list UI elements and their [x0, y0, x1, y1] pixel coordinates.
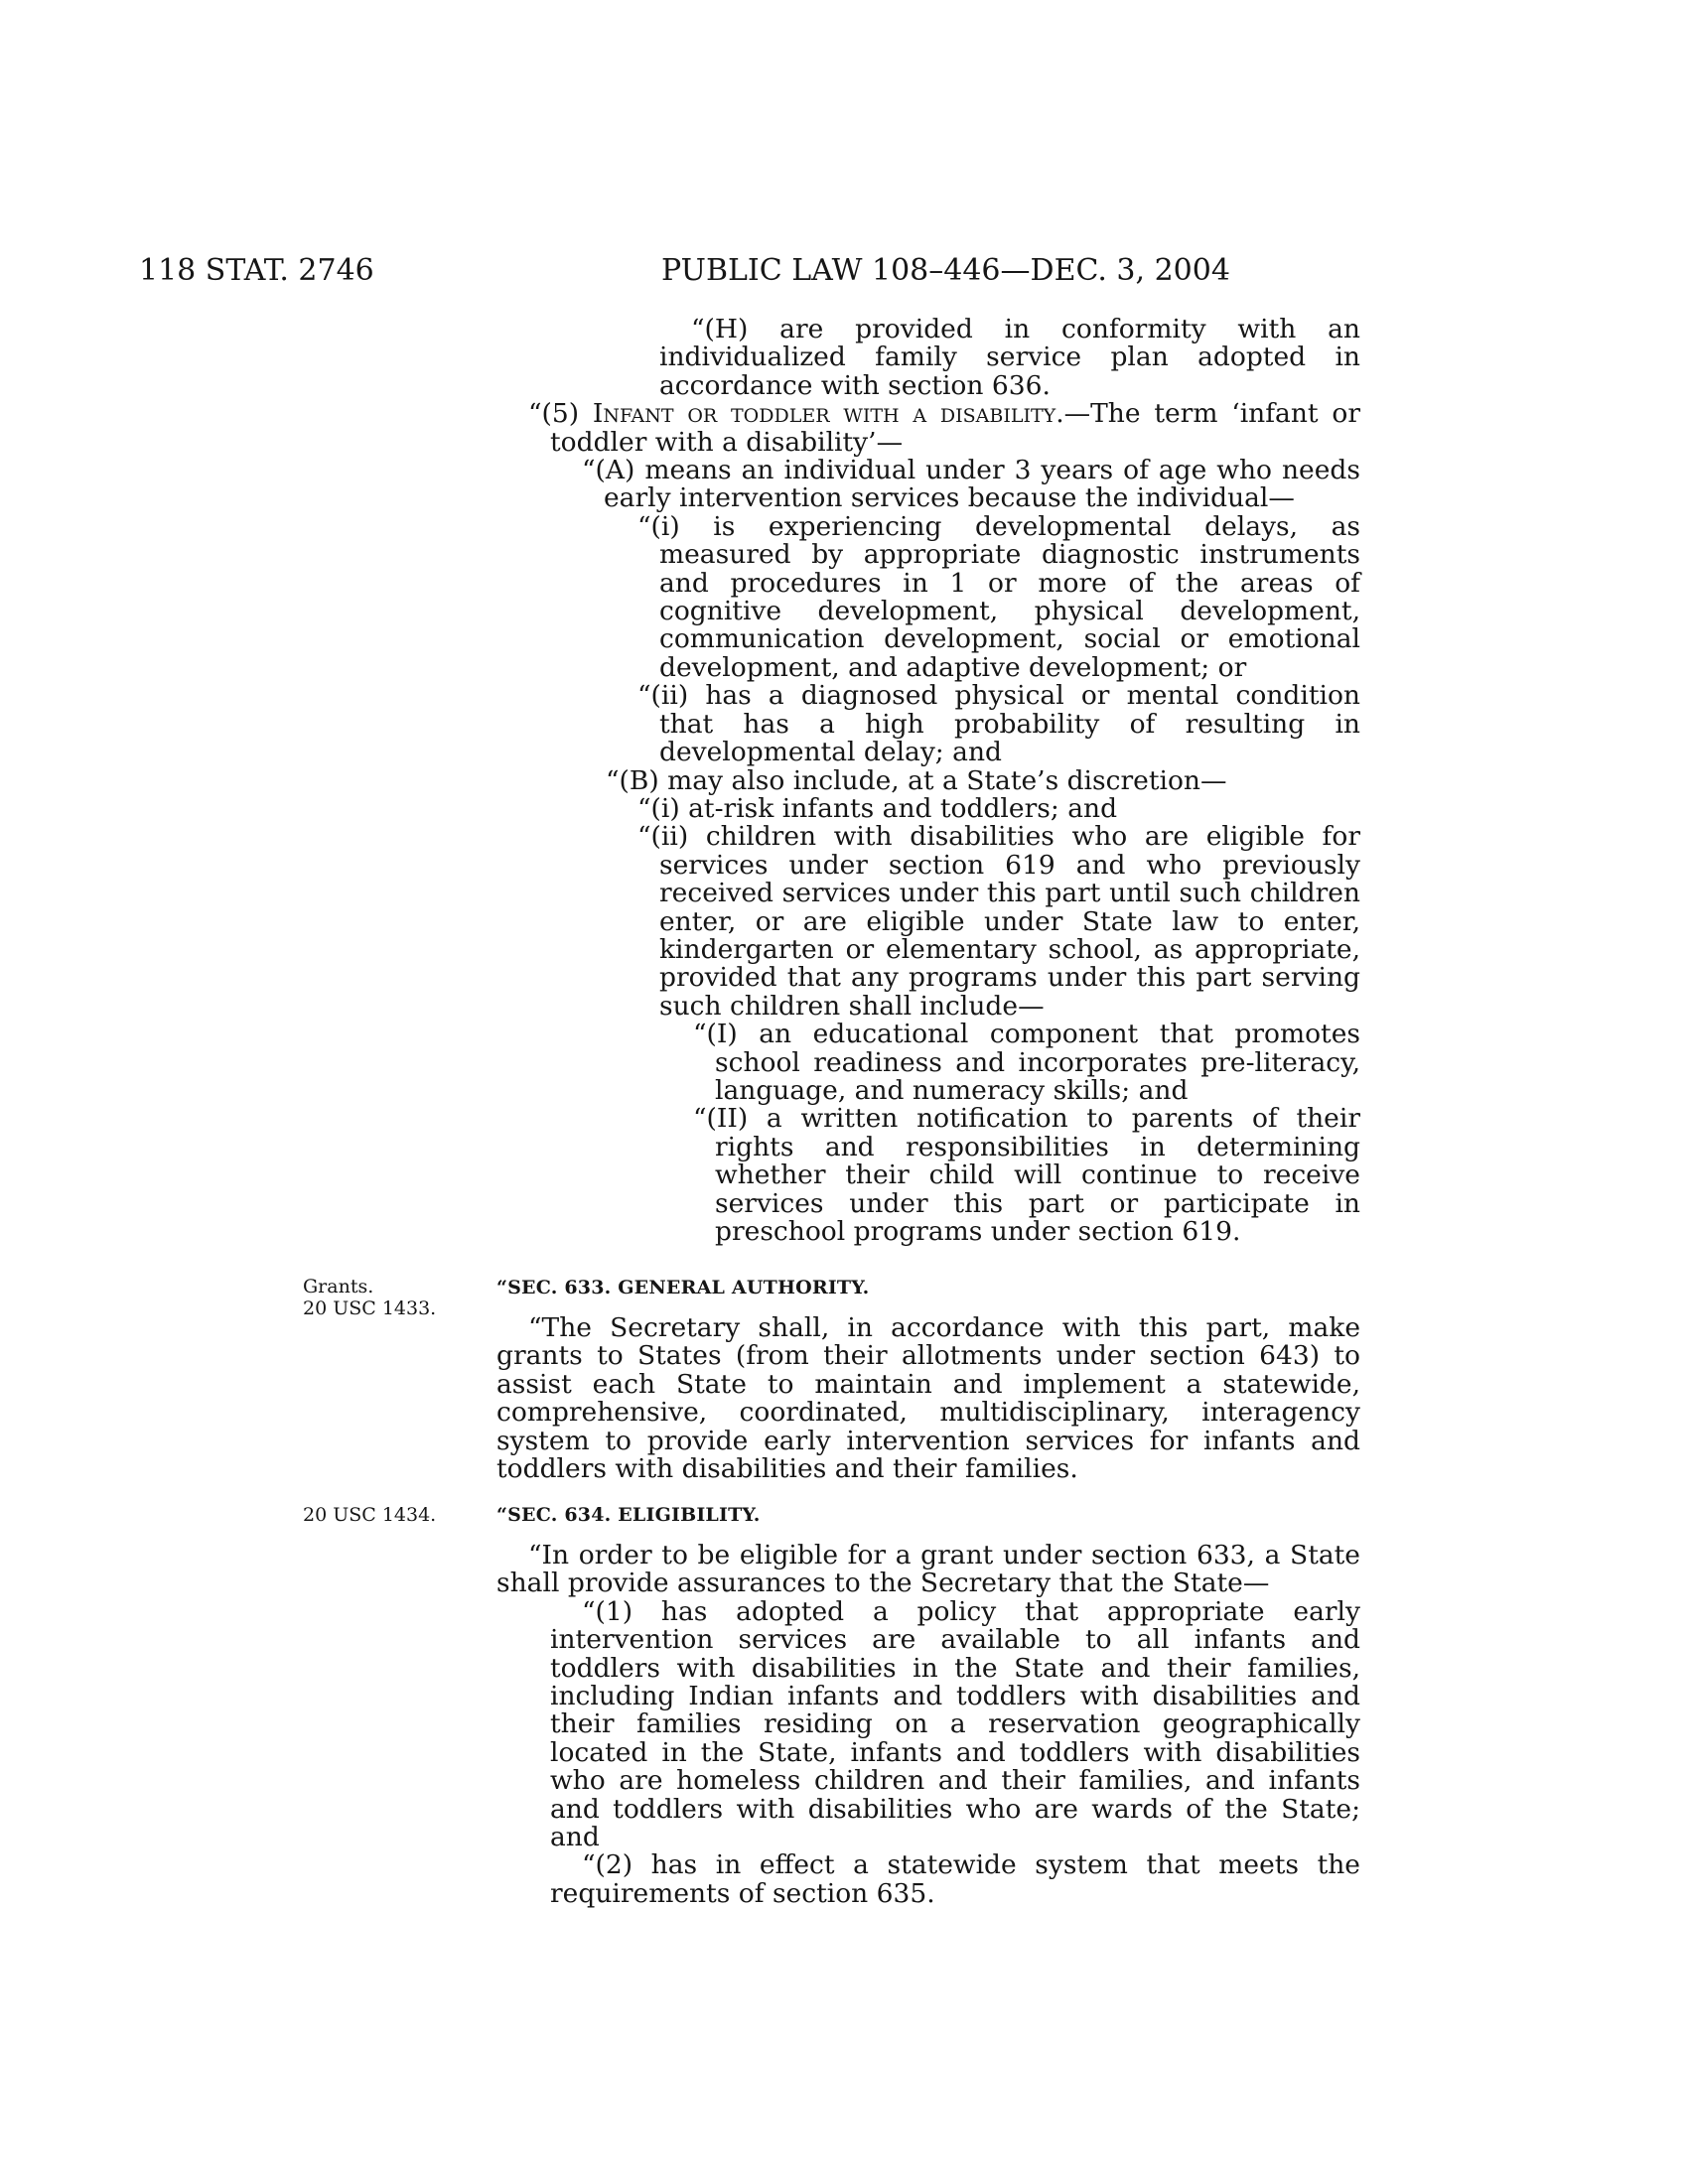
section-634-paragraph-2: “(2) has in effect a statewide system that meets the requirements of section 635.: [550, 1849, 1360, 1909]
paragraph-b-ii-ii: “(II) a written notification to parents of their rights and responsibilities in determining whether their child will continue to receive services under this part or participate in preschool programs under section 619.: [693, 1103, 1360, 1247]
paragraph-h: “(H) are provided in conformity with an individualized family service plan adopted in accordance with section 636.: [659, 314, 1360, 401]
paragraph-a-i: “(i) is experiencing developmental delays, as measured by appropriate diagnostic instruments and procedures in 1 or more of the areas of cognitive development, physical development, communication development, social or emotional development, and adaptive development; or: [637, 510, 1360, 683]
paragraph-b-ii: “(ii) children with disabilities who are eligible for services under section 619 and who previously received services under this part until such children enter, or are eligible under State law to enter, kindergarten or elementary school, as appropriate, provided that any programs under this part serving such children shall include—: [637, 821, 1360, 1022]
paragraph-5-heading: Infant or toddler with a disability.: [592, 398, 1064, 430]
paragraph-b: “(B) may also include, at a State’s discretion—: [606, 764, 1227, 796]
section-632-continuation: [496, 316, 1360, 1246]
section-634-paragraph-1: “(1) has adopted a policy that appropriate early intervention services are available to all infants and toddlers with disabilities in the State and their families, including Indian infants and toddlers with disabilities and their families residing on a reservation geographically located in the State, infants and toddlers with disabilities who are homeless children and their families, and infants and toddlers with disabilities who are wards of the State; and: [550, 1595, 1360, 1853]
section-633: [496, 1277, 1360, 1483]
margin-note-usc-1433: 20 USC 1433.: [303, 1297, 437, 1319]
margin-note-usc-1434: 20 USC 1434.: [303, 1504, 437, 1526]
section-633-body: “The Secretary shall, in accordance with this part, make grants to States (from their allotments under section 643) to assist each State to maintain and implement a statewide, comprehensive, coordinated, multidisciplinary, interagency system to provide early intervention services for infants and toddlers with disabilities and their families.: [496, 1312, 1360, 1485]
page-running-title: PUBLIC LAW 108–446—DEC. 3, 2004: [661, 253, 1230, 288]
paragraph-a: “(A) means an individual under 3 years of age who needs early intervention services because the individual—: [582, 455, 1360, 514]
paragraph-5-lead: “(5): [528, 398, 593, 430]
margin-note-grants: Grants.: [303, 1276, 374, 1297]
paragraph-a-ii: “(ii) has a diagnosed physical or mental condition that has a high probability of resulting in developmental delay; and: [637, 680, 1360, 768]
paragraph-5-rest: —The term ‘infant or toddler with a disability’—: [550, 398, 1360, 458]
paragraph-b-ii-i: “(I) an educational component that promotes school readiness and incorporates pre-literacy, language, and numeracy skills; and: [693, 1019, 1360, 1106]
section-634-heading: “SEC. 634. ELIGIBILITY.: [496, 1504, 761, 1526]
paragraph-b-i: “(i) at-risk infants and toddlers; and: [637, 792, 1118, 824]
section-633-heading: “SEC. 633. GENERAL AUTHORITY.: [496, 1277, 870, 1298]
section-634-body: “In order to be eligible for a grant under section 633, a State shall provide assurances to the Secretary that the State—: [496, 1540, 1360, 1599]
section-634: [496, 1504, 1360, 1908]
page-stat-reference: 118 STAT. 2746: [139, 253, 374, 288]
paragraph-5: [496, 400, 1360, 457]
